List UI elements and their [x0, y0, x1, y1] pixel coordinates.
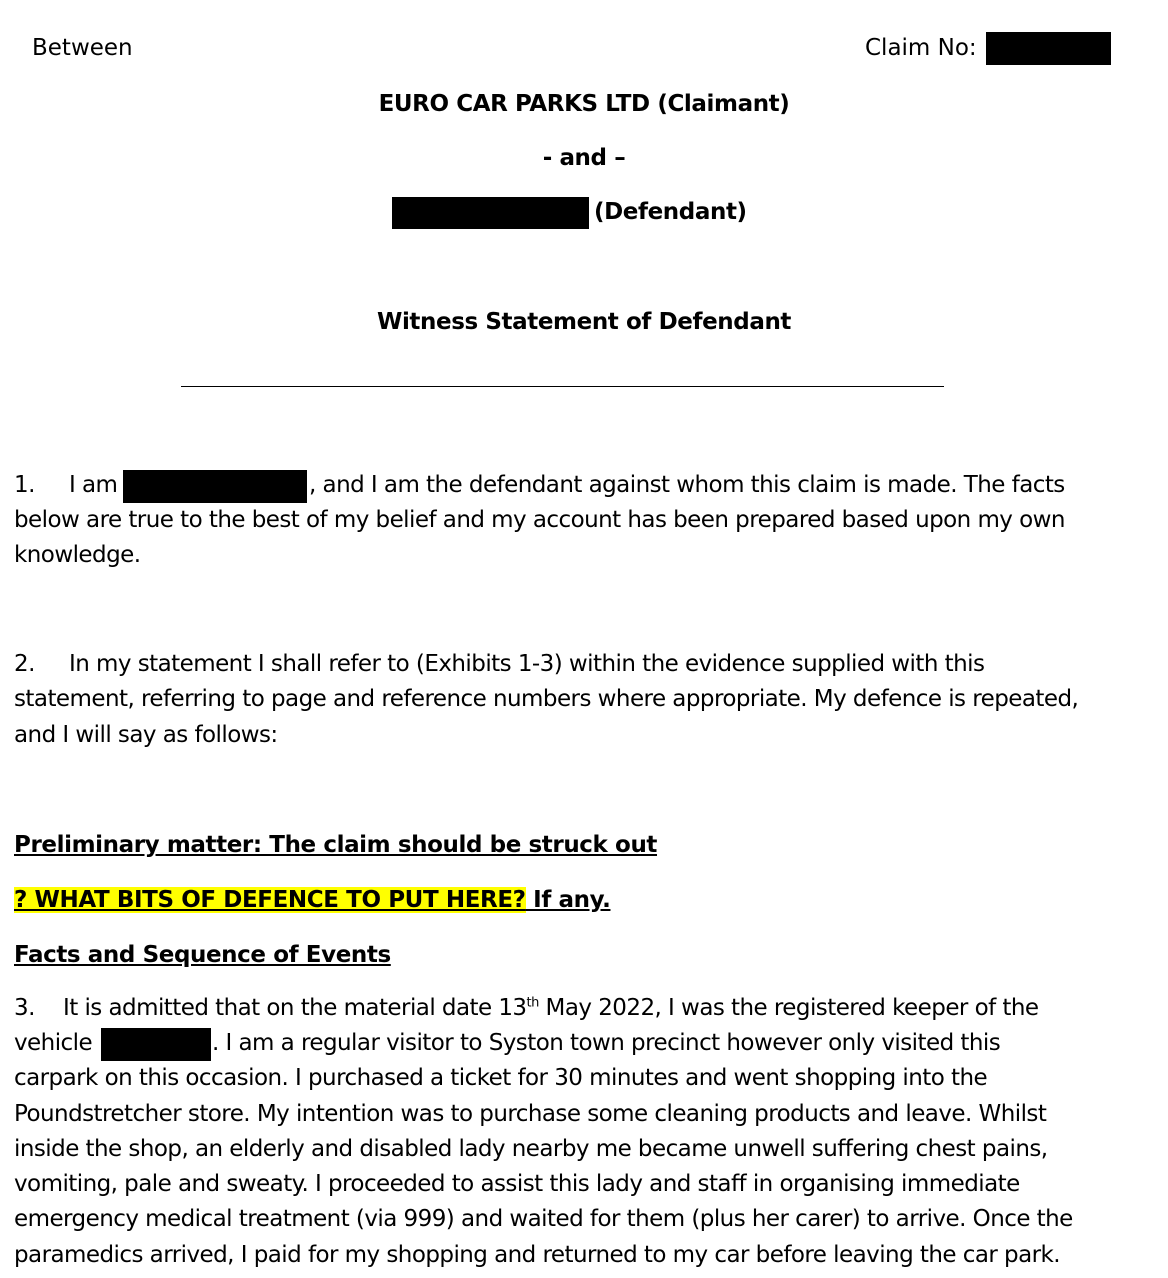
document-title: Witness Statement of Defendant — [376, 309, 792, 335]
question-tail: If any. — [525, 887, 611, 913]
facts-heading: Facts and Sequence of Events — [14, 942, 391, 968]
para2-line3: and I will say as follows: — [14, 722, 278, 748]
para1-line1: 1. I am — [14, 468, 117, 503]
para3-line8: paramedics arrived, I paid for my shopping and returned to my car before leaving the car park. — [14, 1242, 1061, 1268]
para3-line2: vehicle — [14, 1030, 93, 1056]
para2-line1: 2. In my statement I shall refer to (Exhibits 1-3) within the evidence supplied with this — [14, 647, 984, 682]
claim-no-redaction — [986, 32, 1111, 65]
para3-line7: emergency medical treatment (via 999) and waited for them (plus her carer) to arrive. Once the — [14, 1206, 1073, 1232]
para1-name-redaction — [123, 470, 307, 503]
para1-line2: below are true to the best of my belief and my account has been prepared based upon my own — [14, 507, 1065, 533]
para3-line6: vomiting, pale and sweaty. I proceeded to assist this lady and staff in organising immediate — [14, 1171, 1020, 1197]
claim-no-label: Claim No: — [865, 35, 977, 61]
defendant-label: (Defendant) — [594, 199, 747, 225]
para1-number: 1. — [14, 472, 35, 498]
claim-number — [865, 32, 977, 64]
question-highlight: ? WHAT BITS OF DEFENCE TO PUT HERE? — [14, 887, 526, 913]
defendant-name-redaction — [392, 197, 589, 229]
para3-line4: Poundstretcher store. My intention was to purchase some cleaning products and leave. Whilst — [14, 1101, 1047, 1127]
question-heading — [14, 884, 610, 916]
para2-line2: statement, referring to page and reference numbers where appropriate. My defence is repeated, — [14, 686, 1079, 712]
and-line: - and – — [542, 145, 626, 171]
between-label: Between — [32, 35, 133, 61]
para1-line3: knowledge. — [14, 542, 141, 568]
claimant-line: EURO CAR PARKS LTD (Claimant) — [378, 91, 790, 117]
para3-line1: 3. It is admitted that on the material date 13th May 2022, I was the registered keeper of the — [14, 991, 1039, 1026]
para3-line2-cont: . I am a regular visitor to Syston town precinct however only visited this — [212, 1030, 1001, 1056]
para1-line1-cont: , and I am the defendant against whom this claim is made. The facts — [309, 472, 1065, 498]
para3-number: 3. — [14, 995, 35, 1021]
preliminary-heading: Preliminary matter: The claim should be struck out — [14, 832, 658, 858]
para3-line5: inside the shop, an elderly and disabled lady nearby me became unwell suffering chest pains, — [14, 1136, 1048, 1162]
para3-line3: carpark on this occasion. I purchased a ticket for 30 minutes and went shopping into the — [14, 1065, 988, 1091]
title-divider — [181, 386, 944, 387]
vehicle-reg-redaction — [101, 1028, 211, 1061]
para2-number: 2. — [14, 651, 35, 677]
